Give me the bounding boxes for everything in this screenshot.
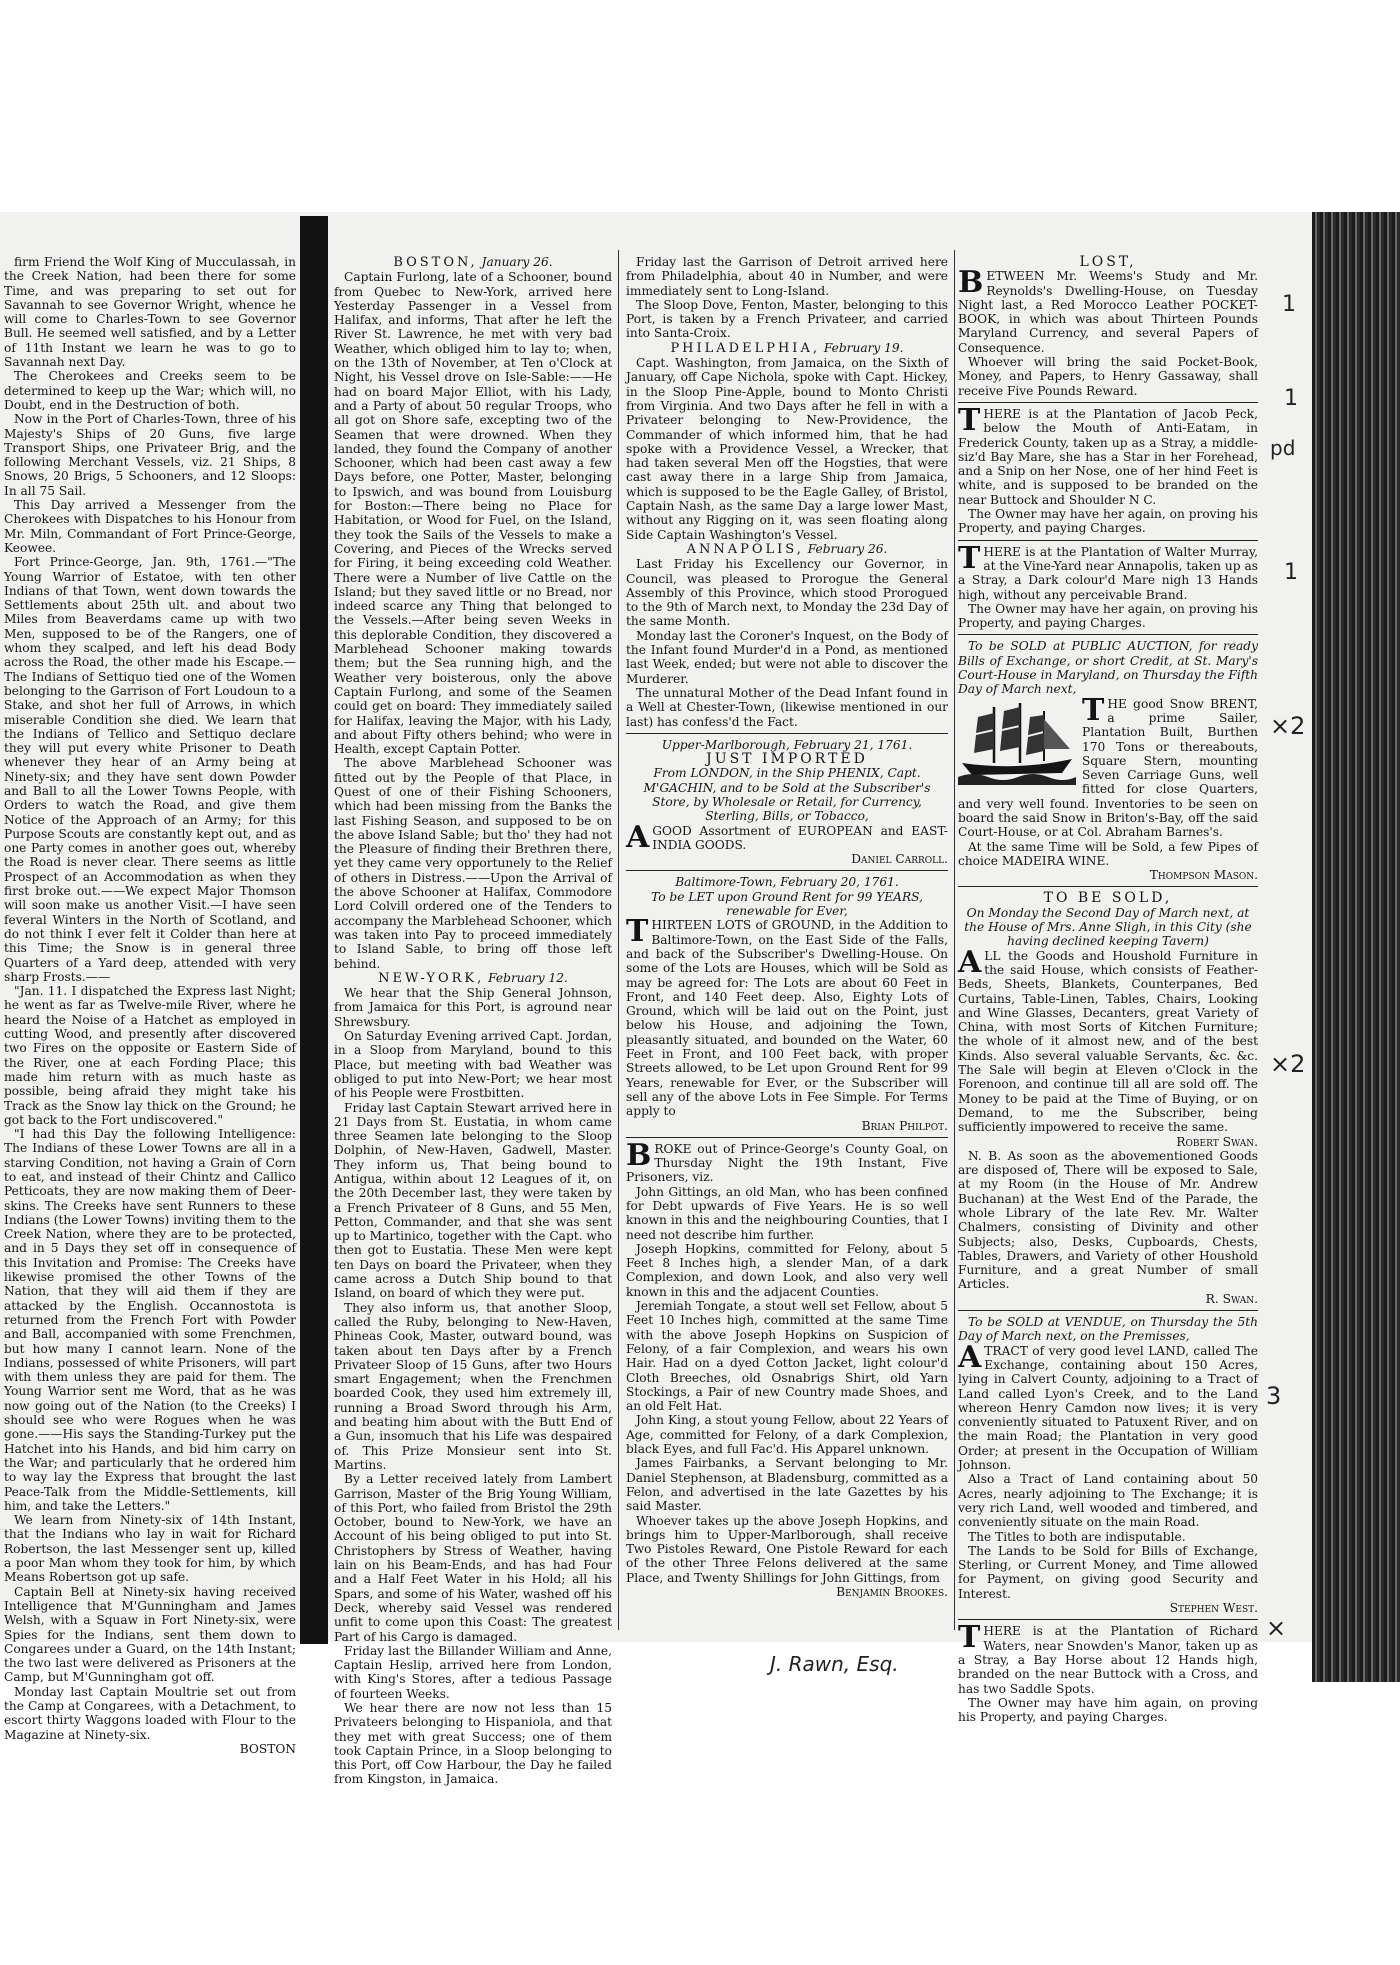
col1-para: Monday last Captain Moultrie set out from the Camp at Congarees, with a Detachment, to escort thirty Waggons loaded with Flour to the Magazine at Ninety-six. (4, 1684, 296, 1742)
vendue-body (958, 1339, 1258, 1473)
column-rule (618, 250, 619, 1630)
col2-para: By a Letter received lately from Lambert Garrison, Master of the Brig Young William, of this Port, who failed from Bristol the 29th October, bound to New-York, we have an Account of his being obliged to put into St. Christophers by Stress of Weather, having lain on his Beam-Ends, and has had Four and a Half Feet Water in his Hold; all his Spars, and some of his Water, washed off his Deck, whereby said Vessel was rendered unfit to come upon this Coast: The greatest Part of his Cargo is damaged. (334, 1472, 612, 1644)
ship-woodcut-icon (958, 699, 1076, 785)
broke-text: ROKE out of Prince-George's County Goal, on Thursday Night the 19th Instant, Five Prisoners, viz. (626, 1141, 948, 1185)
col1-para: Now in the Port of Charles-Town, three of his Majesty's Ships of 20 Guns, five large Transport Ships, one Privateer Brig, and the following Merchant Vessels, viz. 21 Ships, 8 Snows, 20 Brigs, 5 Schooners, and 12 Sloops: In all 75 Sail. (4, 412, 296, 498)
column-3 (626, 255, 948, 1635)
dateline-philadelphia (626, 341, 948, 356)
waters-text: HERE is at the Plantation of Richard Waters, near Snowden's Manor, taken up as a Stray, a Bay Horse about 12 Hands high, branded on the near Buttock with a Cross, and has two Saddle Spots. (958, 1624, 1258, 1696)
divider (958, 634, 1258, 635)
handwritten-mark: ×2 (1270, 1050, 1306, 1078)
import-body (626, 819, 948, 855)
col2-para: We hear there are now not less than 15 Privateers belonging to Hispaniola, and that they met with great Success; one of them took Captain Prince, in a Sloop belonging to this Port, off Cow Harbour, the Day he failed from Kingston, in Jamaica. (334, 1700, 612, 1787)
handwritten-mark: 3 (1266, 1382, 1282, 1410)
lots-text: HIRTEEN LOTS of GROUND, in the Addition to Baltimore-Town, on the East Side of the Falls, and back of the Subscriber's Dwelling-House. On some of the Lots are Houses, which will be Sold as may be agreed for: The Lots are about 60 Feet in Front, and 140 Feet deep. Also, Eighty Lots of Ground, which will be laid out on the Point, just below his House, and adjoining the Town, pleasantly situated, and bounded on the Water, 60 Feet in Front, and 100 Feet back, with proper Streets allowed, to be Let upon Ground Rent for 99 Years, renewable for Ever, or the Subscriber will sell any of the above Lots in Fee Simple. For Terms apply to (626, 918, 948, 1119)
column-4 (958, 254, 1258, 1725)
vendue-para: Also a Tract of Land containing about 50 Acres, nearly adjoining to The Exchange; it is very rich Land, well wooded and timbered, and conveniently situate on the main Road. (958, 1472, 1258, 1530)
handwritten-mark: ×2 (1270, 712, 1306, 740)
divider (626, 1137, 948, 1138)
boston-date: January 26. (481, 255, 553, 269)
boston-heading: BOSTON, (393, 255, 478, 270)
divider (626, 733, 948, 734)
catchword: BOSTON (239, 1741, 296, 1756)
lots-subtitle: To be LET upon Ground Rent for 99 YEARS, renewable for Ever, (651, 889, 923, 919)
import-subtitle: From LONDON, in the Ship PHENIX, Capt. M'GACHIN, and to be Sold at the Subscriber's Store, by Wholesale or Retail, for Currency, Sterling, Bills, or Tobacco, (643, 766, 931, 824)
column-rule (954, 250, 955, 1630)
lost-title: LOST, (1079, 254, 1137, 270)
sold-subtitle: On Monday the Second Day of March next, at the House of Mrs. Anne Sligh, in this City (she having declined keeping Tavern) (964, 905, 1252, 949)
broke-para: Joseph Hopkins, committed for Felony, about 5 Feet 8 Inches high, a slender Man, of a dark Complexion, and down Look, and also very well known in this and the adjacent Counties. (626, 1241, 948, 1299)
ny-heading: NEW-YORK, (378, 970, 485, 986)
col1-para: This Day arrived a Messenger from the Cherokees with Dispatches to his Honour from Mr. Miln, Commandant of Fort Prince-George, Keowee. (4, 498, 296, 555)
murray-text: HERE is at the Plantation of Walter Murray, at the Vine-Yard near Annapolis, taken up as a Stray, a Dark colour'd Mare nigh 13 Hands high, without any perceivable Brand. (958, 544, 1258, 602)
col3-para: Last Friday his Excellency our Governor, in Council, was pleased to Prorogue the General Assembly of this Province, which stood Prorogued to the 9th of March next, to Monday the 23d Day of the same Month. (626, 557, 948, 629)
broke-para: Jeremiah Tongate, a stout well set Fellow, about 5 Feet 10 Inches high, committed at the same Time with the above Joseph Hopkins on Suspicion of Felony, of a fair Complexion, and wears his own Hair. Had on a dyed Cotton Jacket, light colour'd Cloth Breeches, old Osnabrigs Shirt, old Yarn Stockings, a Pair of new Country made Shoes, and an old Felt Hat. (626, 1299, 948, 1414)
vendue-para: The Titles to both are indisputable. (968, 1529, 1186, 1544)
sold-text: LL the Goods and Houshold Furniture in the said House, which consists of Feather-Beds, Sheets, Blankets, Counterpanes, Bed Curtains, Table-Linen, Tables, Chairs, Looking and Wine Glasses, Decanters, great Variety of China, with most Sorts of Kitchen Furniture; the whole of it almost new, and of the best Kinds. Also several valuable Servants, &c. &c. The Sale will begin at Eleven o'Clock in the Forenoon, and continue till all are sold off. The Money to be paid at the Time of Buying, or on Demand, to me the Subscriber, being sufficiently impowered to receive the same. (958, 948, 1258, 1135)
vendue-text: TRACT of very good level LAND, called The Exchange, containing about 150 Acres, lying in Calvert County, adjoining to a Tract of Land called Lyon's Creek, and to the Land whereon Henry Camdon now lives; it is very conveniently situated to Patuxent River, and on the main Road; the Plantation in very good Order; at present in the Occupation of William Johnson. (958, 1343, 1258, 1473)
auction-signature: Thompson Mason. (1149, 868, 1258, 883)
drop-cap: T (958, 540, 981, 576)
dateline-annapolis (626, 542, 948, 557)
peck-text: HERE is at the Plantation of Jacob Peck, below the Mouth of Anti-Eatam, in Frederick County, taken up as a Stray, a middle-siz'd Bay Mare, she has a Star in her Forehead, and a Snip on her Nose, one of her hind Feet is white, and is supposed to be branded on the near Buttock and Shoulder N C. (958, 406, 1258, 507)
vendue-heading: To be SOLD at VENDUE, on Thursday the 5th Day of March next, on the Premisses, (958, 1315, 1258, 1344)
broke-body (626, 1137, 948, 1185)
sold-nb: N. B. As soon as the abovementioned Goods are disposed of, There will be exposed to Sale, at my Room (in the House of Mr. Andrew Buchanan) at the West End of the Parade, the whole Library of the late Rev. Mr. Walter Chalmers, consisting of Divinity and other Subjects; also, Desks, Cupboards, Chests, Tables, Drawers, and Variety of other Houshold Furniture, and a great Number of small Articles. (958, 1148, 1258, 1292)
phila-date: February 19. (823, 340, 904, 355)
sold-signature-2: R. Swan. (1205, 1291, 1258, 1306)
handwritten-signature: J. Rawn, Esq. (770, 1652, 899, 1676)
annapolis-heading: ANNAPOLIS, (686, 541, 804, 557)
import-text: GOOD Assortment of EUROPEAN and EAST-INDIA GOODS. (652, 823, 948, 852)
lost-text: ETWEEN Mr. Weems's Study and Mr. Reynolds's Dwelling-House, on Tuesday Night last, a Red Morocco Leather POCKET-BOOK, in which was about Thirteen Pounds Maryland Currency, and several Papers of Consequence. (958, 269, 1258, 355)
col2-para: Captain Furlong, late of a Schooner, bound from Quebec to New-York, arrived here Yesterday Passenger in a Vessel from Halifax, and informs, That after he left the River St. Lawrence, he met with very bad Weather, which obliged him to lay to; when, on the 13th of November, at Ten o'Clock at Night, his Vessel drove on Isle-Sable:——He had on board Major Elliot, with his Lady, and a Party of about 50 regular Troops, who all got on Shore safe, excepting two of the Seamen that were drowned. When they landed, they found the Company of another Schooner, which had been cast away a few Days before, one Potter, Master, belonging to Ipswich, and was bound from Louisburg for Boston:—There being no Place for Habitation, or Wood for Fuel, on the Island, they took the Sails of the Vessels to make a Covering, and Pieces of the Wrecks served for Firing, it being exceeding cold Weather. There were a Number of live Cattle on the Island; but they saved little or no Bread, nor indeed scarce any Thing that belonged to the Vessels.—After being seven Weeks in this deplorable Condition, they discovered a Marblehead Schooner making towards them; but the Sea running high, and the Weather very boisterous, only the above Captain Furlong, and some of the Seamen could get on board: They immediately sailed for Halifax, leaving the Major, with his Lady, and about Fifty others behind; who were in Health, except Captain Potter. (334, 270, 612, 757)
waters-body (958, 1620, 1258, 1696)
sold-body (958, 944, 1258, 1135)
col2-para: The above Marblehead Schooner was fitted out by the People of that Place, in Quest of one of their Fishing Schooners, which had been missing from the Banks the last Fishing Season, and supposed to be on the above Island Sable; but tho' they had not the Pleasure of finding their Brethren there, yet they came very opportunely to the Relief of others in Distress.——Upon the Arrival of the above Schooner at Halifax, Commodore Lord Colvill ordered one of the Tenders to accompany the Marblehead Schooner, which was taken into Pay to proceed immediately to Island Sable, to bring off those left behind. (334, 756, 612, 971)
handwritten-mark: 1 (1282, 292, 1296, 317)
import-signature: Daniel Carroll. (851, 852, 948, 867)
col1-para: We learn from Ninety-six of 14th Instant, that the Indians who lay in wait for Richard Robertson, the last Messenger sent up, killed a poor Man whom they took for him, by which Means Robertson got up safe. (4, 1513, 296, 1585)
waters-para: The Owner may have him again, on proving his Property, and paying Charges. (958, 1695, 1258, 1725)
col3-para: Capt. Washington, from Jamaica, on the Sixth of January, off Cape Nichola, spoke with Capt. Hickey, in the Sloop Pine-Apple, bound to Monto Christi from Virginia. And two Days after he fell in with a Privateer belonging to New-Providence, the Commander of which informed him, that he had spoke with a Providence Vessel, a Wrecker, that had taken several Men off the Hogsties, that were cast away there in a large Ship from Jamaica, which is supposed to be the Eagle Galley, of Bristol, Captain Nash, as the same Day a large lower Mast, without any Rigging on it, was seen floating along Side Captain Washington's Vessel. (626, 356, 948, 542)
col2-para: Friday last Captain Stewart arrived here in 21 Days from St. Eustatia, in whom came three Seamen late belonging to the Sloop Dolphin, of New-Haven, Gadwell, Master. They inform us, That being bound to Antigua, within about 12 Leagues of it, on the 20th December last, they were taken by a French Privateer of 8 Guns, and 55 Men, Petton, Commander, and that she was sent up to Martinico, together with the Capt. who then got to Eustatia. These Men were kept ten Days on board the Privateer, when they came across a Dutch Ship bound to that Island, on board of which they were put. (334, 1100, 613, 1301)
handwritten-mark: pd (1270, 436, 1296, 460)
drop-cap: T (958, 402, 981, 438)
col1-para: The Cherokees and Creeks seem to be determined to keep up the War; which will, no Doubt, end in the Destruction of both. (4, 369, 296, 412)
auction-heading: To be SOLD at PUBLIC AUCTION, for ready Bills of Exchange, or short Credit, at St. Mary's Court-House in Maryland, on Thursday the Fifth Day of March next, (958, 639, 1258, 697)
lost-body (958, 265, 1258, 355)
ny-date: February 12. (488, 970, 568, 985)
drop-cap: A (958, 944, 982, 980)
col1-para: Fort Prince-George, Jan. 9th, 1761.—"The Young Warrior of Estatoe, with ten other Indians of that Town, went down towards the Settlements about 25th ult. and about two Miles from Beaverdams came up with two Men, supposed to be of the Rangers, one of whom they scalped, and left his dead Body across the Road, the other made his Escape.—The Indians of Settiquo tied one of the Women belonging to the Garrison of Fort Loudoun to a Stake, and shot her full of Arrows, in which miserable Condition she died. We learn that the Indians of Tellico and Settiquo declare they will put every white Prisoner to Death whenever they hear of an Army being at Ninety-six; and they have sent down Powder and Ball to all the Lower Towns People, with Orders to watch the Road, and give them Notice of the Approach of an Army; for this Purpose Scouts are constantly kept out, and as one Party comes in another goes out, whereby the Road is never clear. There seems as little Prospect of an Accommodation as when they first broke out.——We expect Major Thomson will soon make us another Visit.—I have seen feveral Winters in the North of Scotland, and do not think I ever felt it Colder than here at this Time; the Snow is in general three Quarters of a Yard deep, attended with very sharp Frosts.—— (4, 555, 296, 984)
vendue-para: The Lands to be Sold for Bills of Exchange, Sterling, or Current Money, and Time allowed for Payment, on giving good Security and Interest. (958, 1543, 1258, 1601)
broke-signature: Benjamin Brookes. (836, 1585, 948, 1600)
auction-para2: At the same Time will be Sold, a few Pipes of choice MADEIRA WINE. (958, 839, 1258, 868)
auction-text: HE good Snow BRENT, a prime Sailer, Plantation Built, Burthen 170 Tons or thereabouts, Square Stern, mounting Seven Carriage Guns, well fitted for close Quarters, and very well found. Inventories to be seen on board the said Snow in Briton's-Bay, off the said Court-House, or at Col. Abraham Barnes's. (958, 696, 1258, 840)
dateline-boston (334, 255, 612, 270)
drop-cap: T (958, 1620, 981, 1656)
broke-para: James Fairbanks, a Servant belonging to Mr. Daniel Stephenson, at Bladensburg, committed as a Felon, and advertised in the late Gazettes by his said Master. (626, 1456, 948, 1514)
page-gutter (300, 216, 328, 1644)
lost-para: Whoever will bring the said Pocket-Book, Money, and Papers, to Henry Gassaway, shall receive Five Pounds Reward. (958, 355, 1258, 398)
peck-para: The Owner may have her again, on proving his Property, and paying Charges. (958, 507, 1258, 536)
col1-para: Captain Bell at Ninety-six having received Intelligence that M'Gunningham and James Welsh, with a Squaw in Fort Ninety-six, were Spies for the Indians, sent them down to Congarees under a Guard, on the 14th Instant; the two last were delivered as Prisoners at the Camp, but M'Gunningham got off. (4, 1584, 296, 1685)
auction-body (958, 692, 1258, 840)
col1-para: "Jan. 11. I dispatched the Express last Night; he went as far as Twelve-mile River, where he heard the Noise of a Hatchet as employed in cutting Wood, and presently after discovered two Fires on the opposite or Eastern Side of the River, one at each Fording Place; this made him return with as much haste as possible, being afraid they might take his Track as the Snow lay thick on the Ground; he got back to the Fort undiscovered." (4, 984, 296, 1127)
column-1 (4, 255, 296, 1756)
divider (958, 540, 1258, 541)
broke-para: John King, a stout young Fellow, about 22 Years of Age, committed for Felony, of a dark Complexion, black Eyes, and full Fac'd. His Apparel unknown. (626, 1413, 948, 1457)
column-2 (334, 255, 613, 1787)
divider (958, 1619, 1258, 1620)
col1-para: firm Friend the Wolf King of Mucculassah, in the Creek Nation, had been there for some Time, and was preparing to set out for Savannah to see Governor Wright, whence he will come to Charles-Town to see Governor Bull. He seemed well satisfied, and by a Letter of 11th Instant we learn he was to go to Savannah next Day. (4, 255, 296, 370)
drop-cap: T (626, 914, 649, 950)
col1-para: "I had this Day the following Intelligence: The Indians of these Lower Towns are all in a starving Condition, not having a Grain of Corn to eat, and instead of their Chintz and Callico Petticoats, they are now making them of Deer-skins. The Creeks have sent Runners to these Indians (the Lower Towns) inviting them to the Creek Nation, where they are to be protected, and in 5 Days they set off in consequence of this Invitation and Promise: The Creeks have likewise promised the other Towns of the Nation, that they will aid them if they are attacked by the English. Occannostota is returned from the French Fort with Powder and Ball, accompanied with some Frenchmen, but how many I cannot learn. None of the Indians, possessed of white Prisoners, will part with them unless they are paid for them. The Young Warrior sent me Word, that as he was now going out of the Nation (to the Creeks) I should see who were Rogues when he was gone.——His says the Standing-Turkey put the Hatchet into his Hands, and bid him carry on the War; and particularly that he ordered him to way lay the Express that brought the last Peace-Talk from the Middle-Settlements, kill him, and take the Letters." (4, 1127, 296, 1513)
dateline-new-york (334, 971, 612, 986)
phila-heading: PHILADELPHIA, (670, 340, 820, 356)
drop-cap: A (626, 819, 650, 855)
murray-body (958, 540, 1258, 602)
drop-cap: B (958, 265, 984, 301)
col3-para: The unnatural Mother of the Dead Infant found in a Well at Chester-Town, (likewise mentioned in our last) has confess'd the Fact. (626, 685, 948, 729)
divider (958, 886, 1258, 887)
drop-cap: T (1082, 692, 1105, 728)
lots-dateline: Baltimore-Town, February 20, 1761. (675, 875, 899, 890)
divider (958, 402, 1258, 403)
col3-para: Friday last the Garrison of Detroit arrived here from Philadelphia, about 40 in Number, and were immediately sent to Long-Island. (626, 255, 948, 298)
broke-para: Whoever takes up the above Joseph Hopkins, and brings him to Upper-Marlborough, shall receive Two Pistoles Reward, One Pistole Reward for each of the other Three Felons delivered at the same Place, and Twenty Shillings for John Gittings, from (626, 1513, 948, 1585)
import-dateline: Upper-Marlborough, February 21, 1761. (661, 737, 913, 752)
col2-para: We hear that the Ship General Johnson, from Jamaica for this Port, is aground near Shrewsbury. (334, 986, 612, 1029)
vendue-signature: Stephen West. (1169, 1601, 1258, 1616)
annapolis-date: February 26. (807, 541, 888, 556)
sold-title: TO BE SOLD, (1043, 890, 1173, 907)
col3-para: Monday last the Coroner's Inquest, on the Body of the Infant found Murder'd in a Pond, as mentioned last Week, ended; but were not able to discover the Murderer. (626, 628, 948, 686)
page-edge-stack (1312, 212, 1400, 1682)
murray-para: The Owner may have her again, on proving his Property, and paying Charges. (958, 601, 1258, 631)
sold-signature: Robert Swan. (1176, 1134, 1258, 1149)
handwritten-mark: × (1266, 1614, 1287, 1642)
peck-body (958, 402, 1258, 507)
broke-para: John Gittings, an old Man, who has been confined for Debt upwards of Five Years. He is so well known in this and the neighbouring Counties, that I need not describe him further. (626, 1184, 948, 1242)
drop-cap: B (626, 1137, 652, 1173)
col2-para: Friday last the Billander William and Anne, Captain Heslip, arrived here from London, with King's Stores, after a tedious Passage of fourteen Weeks. (334, 1643, 612, 1701)
lots-body (626, 914, 948, 1119)
handwritten-mark: 1 (1284, 560, 1298, 585)
divider (958, 1310, 1258, 1311)
lots-signature: Brian Philpot. (861, 1118, 948, 1133)
drop-cap: A (958, 1339, 982, 1375)
col3-para: The Sloop Dove, Fenton, Master, belonging to this Port, is taken by a French Privateer, and carried into Santa-Croix. (626, 297, 948, 341)
col2-para: They also inform us, that another Sloop, called the Ruby, belonging to New-Haven, Phineas Cook, Master, outward bound, was taken about ten Days after by a French Privateer Sloop of 15 Guns, after two Hours smart Engagement; when the Frenchmen boarded Cook, they used him extremely ill, running a Broad Sword through his Arm, and beating him about with the Butt End of a Gun, insomuch that his Life was despaired of. This Prize Monsieur sent into St. Martins. (334, 1300, 612, 1472)
col2-para: On Saturday Evening arrived Capt. Jordan, in a Sloop from Maryland, bound to this Place, but meeting with bad Weather was obliged to put into New-Port; we hear most of his People were Frostbitten. (334, 1029, 612, 1101)
import-title: JUST IMPORTED (706, 751, 868, 768)
divider (626, 870, 948, 871)
handwritten-mark: 1 (1284, 386, 1298, 411)
